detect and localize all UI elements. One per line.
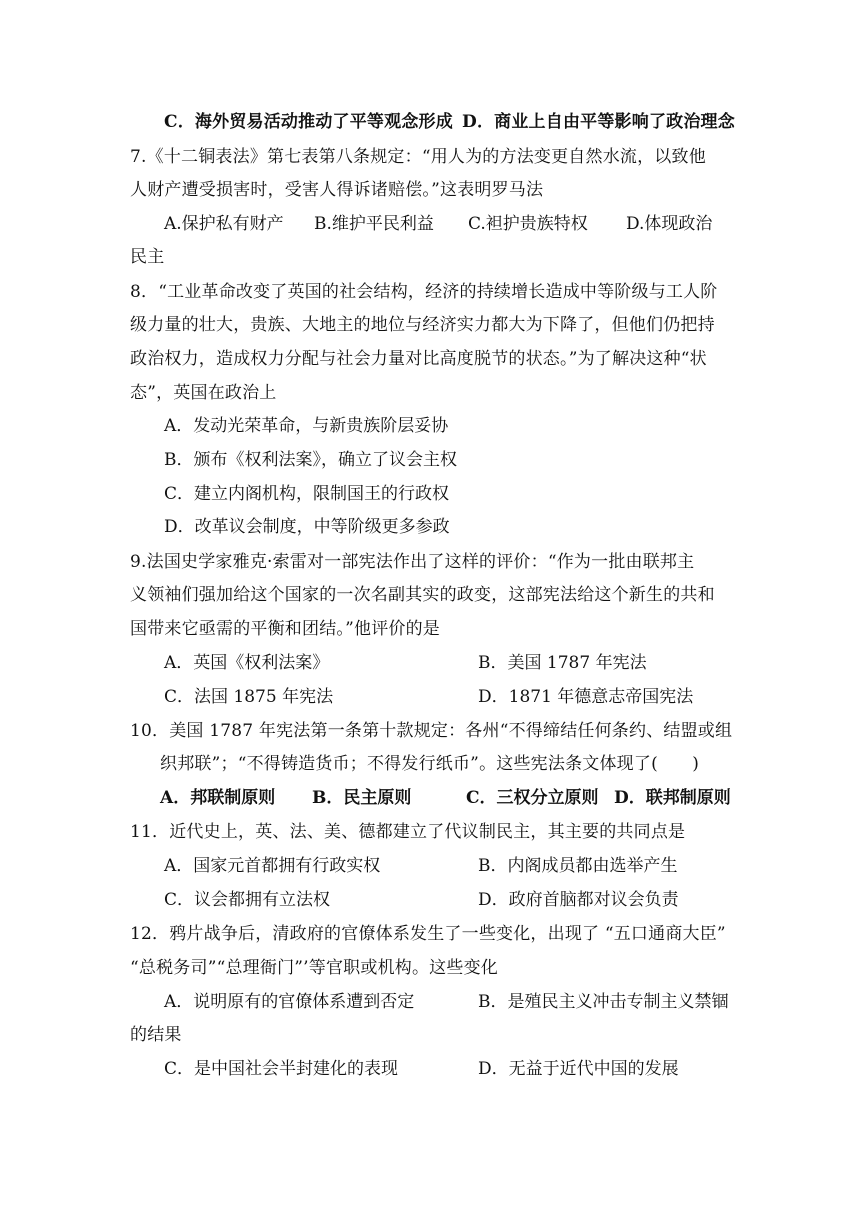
q9-stem-line1: 9.法国史学家雅克·索雷对一部宪法作出了这样的评价：“作为一批由联邦主 xyxy=(130,552,695,572)
q10-stem-line1: 10．美国 1787 年宪法第一条第十款规定：各州“不得缔结任何条约、结盟或组 xyxy=(130,721,733,741)
q11-option-a: A．国家元首都拥有行政实权 xyxy=(164,856,381,876)
q6-option-d: D．商业上自由平等影响了政治理念 xyxy=(462,112,735,132)
q7-stem-line1: 7.《十二铜表法》第七表第八条规定：“用人为的方法变更自然水流，以致他 xyxy=(130,147,706,167)
q7-option-b: B.维护平民利益 xyxy=(314,214,434,234)
q11-stem-line1: 11．近代史上，英、法、美、德都建立了代议制民主，其主要的共同点是 xyxy=(130,822,686,842)
q8-stem-line4: 态”，英国在政治上 xyxy=(130,383,277,403)
q12-option-b-wrap: 的结果 xyxy=(130,1025,182,1045)
q8-stem-line3: 政治权力，造成权力分配与社会力量对比高度脱节的状态。”为了解决这种“状 xyxy=(130,349,707,369)
q10-stem-line2: 织邦联”；“不得铸造货币；不得发行纸币”。这些宪法条文体现了( ) xyxy=(160,754,700,774)
q7-option-c: C.袒护贵族特权 xyxy=(468,214,588,234)
q8-option-b: B．颁布《权利法案》，确立了议会主权 xyxy=(164,450,457,470)
q6-option-c: C．海外贸易活动推动了平等观念形成 xyxy=(164,112,453,132)
q11-option-b: B．内阁成员都由选举产生 xyxy=(478,856,678,876)
q8-option-d: D．改革议会制度，中等阶级更多参政 xyxy=(164,517,450,537)
q7-stem-line2: 人财产遭受损害时，受害人得诉诸赔偿。”这表明罗马法 xyxy=(130,180,544,200)
q8-option-a: A．发动光荣革命，与新贵族阶层妥协 xyxy=(164,416,449,436)
q8-stem-line2: 级力量的壮大，贵族、大地主的地位与经济实力都大为下降了，但他们仍把持 xyxy=(130,315,715,335)
q10-option-c: C．三权分立原则 xyxy=(466,788,599,808)
q10-option-d: D．联邦制原则 xyxy=(614,788,731,808)
q10-option-b: B．民主原则 xyxy=(312,788,412,808)
q12-option-d: D．无益于近代中国的发展 xyxy=(478,1059,679,1079)
q9-option-d: D．1871 年德意志帝国宪法 xyxy=(478,687,694,707)
q9-option-c: C．法国 1875 年宪法 xyxy=(164,687,334,707)
q10-option-a: A．邦联制原则 xyxy=(160,788,276,808)
q8-stem-line1: 8．“工业革命改变了英国的社会结构，经济的持续增长造成中等阶级与工人阶 xyxy=(130,282,718,302)
q8-option-c: C．建立内阁机构，限制国王的行政权 xyxy=(164,484,450,504)
q11-option-c: C．议会都拥有立法权 xyxy=(164,890,331,910)
q12-stem-line2: “总税务司”“总理衙门”’等官职或机构。这些变化 xyxy=(130,958,498,978)
q9-option-b: B．美国 1787 年宪法 xyxy=(478,653,647,673)
q9-stem-line3: 国带来它亟需的平衡和团结。”他评价的是 xyxy=(130,619,440,639)
q7-option-d: D.体现政治 xyxy=(626,214,713,234)
q7-option-a: A.保护私有财产 xyxy=(164,214,284,234)
q9-option-a: A．英国《权利法案》 xyxy=(164,653,330,673)
q12-stem-line1: 12．鸦片战争后，清政府的官僚体系发生了一些变化，出现了 “五口通商大臣” xyxy=(130,924,726,944)
q12-option-b: B．是殖民主义冲击专制主义禁锢 xyxy=(478,992,729,1012)
q9-stem-line2: 义领袖们强加给这个国家的一次名副其实的政变，这部宪法给这个新生的共和 xyxy=(130,585,715,605)
q11-option-d: D．政府首脑都对议会负责 xyxy=(478,890,679,910)
q7-option-d-wrap: 民主 xyxy=(130,247,165,267)
q12-option-a: A．说明原有的官僚体系遭到否定 xyxy=(164,992,415,1012)
q12-option-c: C．是中国社会半封建化的表现 xyxy=(164,1059,399,1079)
